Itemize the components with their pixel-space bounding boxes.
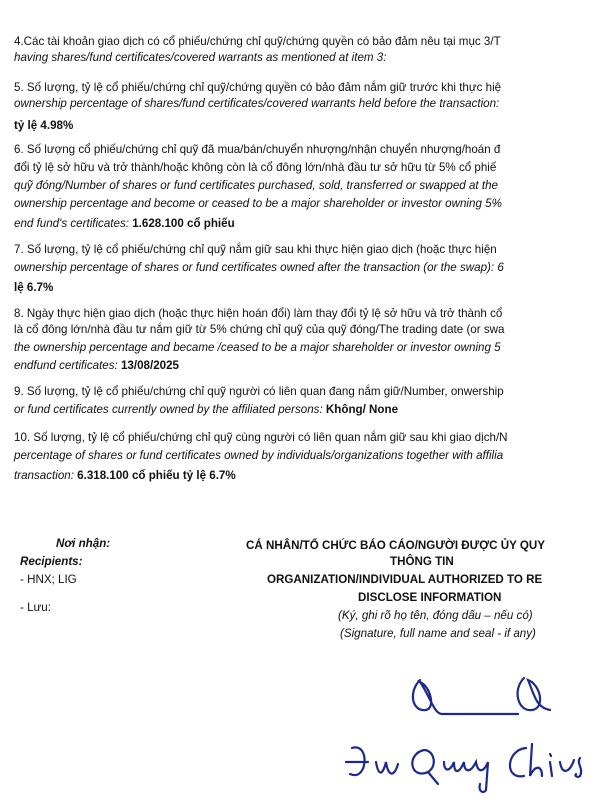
item-10-line-3 [14, 468, 236, 484]
item-9-value: Không/ None [325, 403, 399, 416]
item-10-value: 6.318.100 cổ phiếu tỷ lệ 6.7% [77, 469, 236, 482]
signatory-title-vn: CÁ NHÂN/TỔ CHỨC BÁO CÁO/NGƯỜI ĐƯỢC ỦY QUY [246, 539, 545, 552]
item-4-line-2: having shares/fund certificates/covered warrants as mentioned at item 3: [14, 51, 387, 64]
recipients-label-en: Recipients: [20, 555, 83, 568]
signature-name [340, 732, 595, 796]
item-5-line-1: 5. Số lượng, tỷ lệ cổ phiếu/chứng chỉ quỹ/chứng quyền có bảo đảm nắm giữ trước khi thực hiệ [14, 81, 502, 94]
recipient-hnx-lig: - HNX; LIG [20, 573, 77, 586]
item-10-line-1: 10. Số lượng, tỷ lệ cổ phiếu/chứng chỉ quỹ cùng người có liên quan nắm giữ sau khi giao dịch/N [14, 431, 508, 444]
item-9-line-1: 9. Số lượng, tỷ lệ cổ phiếu/chứng chỉ quỹ người có liên quan đang nắm giữ/Number, onwership [14, 385, 504, 398]
signature-note-vn: (Ký, ghi rõ họ tên, đóng dấu – nếu có) [338, 609, 533, 622]
item-7-line-1: 7. Số lượng, tỷ lệ cổ phiếu/chứng chỉ quỹ nắm giữ sau khi thực hiện giao dịch (hoặc thực hiện [14, 243, 497, 256]
recipients-label-vn: Nơi nhận: [56, 537, 111, 550]
item-5-line-2: ownership percentage of shares/fund certificates/covered warrants held before the transaction: [14, 97, 500, 110]
item-7-line-2: ownership percentage of shares or fund certificates owned after the transaction (or the swap): 6 [14, 261, 504, 274]
item-10-line-2: percentage of shares or fund certificates owned by individuals/organizations together with affilia [14, 449, 504, 462]
item-8-line-2: là cổ đông lớn/nhà đầu tư nắm giữ từ 5% chứng chỉ quỹ của quỹ đóng/The trading date (or swa [14, 323, 505, 336]
signatory-title-en: ORGANIZATION/INDIVIDUAL AUTHORIZED TO RE [267, 573, 543, 586]
item-6-line-3: quỹ đóng/Number of shares or fund certificates purchased, sold, transferred or swapped at the [14, 179, 498, 192]
item-6-line-4: ownership percentage and become or ceased to be a major shareholder or investor owning 5% [14, 197, 502, 210]
item-10-line-3-label: transaction: [14, 469, 78, 482]
signature-scribble [400, 660, 570, 730]
item-8-line-4 [14, 358, 179, 374]
item-9-line-2 [14, 402, 398, 418]
item-6-line-2: đổi tỷ lệ sở hữu và trở thành/hoặc không còn là cổ đông lớn/nhà đầu tư sở hữu từ 5% cổ phiế [14, 161, 497, 174]
item-6-line-1: 6. Số lượng cổ phiếu/chứng chỉ quỹ đã mua/bán/chuyển nhượng/nhận chuyển nhượng/hoán đ [14, 143, 501, 156]
signatory-title-vn-2: THÔNG TIN [390, 555, 454, 568]
item-9-line-2-label: or fund certificates currently owned by the affiliated persons: [14, 403, 326, 416]
item-6-line-5 [14, 216, 235, 232]
signatory-title-en-2: DISCLOSE INFORMATION [358, 591, 502, 604]
item-8-value: 13/08/2025 [120, 359, 180, 372]
item-6-value: 1.628.100 cổ phiếu [132, 217, 235, 230]
item-8-line-4-label: endfund certificates: [14, 359, 121, 372]
item-4-line-1: 4.Các tài khoản giao dịch có cổ phiếu/chứng chỉ quỹ/chứng quyền có bảo đảm nêu tại mục 3/T [14, 35, 501, 48]
signature-note-en: (Signature, full name and seal - if any) [340, 627, 536, 640]
item-6-line-5-label: end fund's certificates: [14, 217, 133, 230]
recipient-archive: - Lưu: [20, 601, 51, 614]
item-8-line-1: 8. Ngày thực hiện giao dịch (hoặc thực hiện hoán đổi) làm thay đổi tỷ lệ sở hữu và trở thành cổ [14, 307, 503, 320]
item-5-line-3: tỷ lệ 4.98% [14, 119, 74, 132]
item-7-line-3: lệ 6.7% [14, 281, 54, 294]
item-8-line-3: the ownership percentage and became /ceased to be a major shareholder or investor owning 5 [14, 341, 501, 354]
